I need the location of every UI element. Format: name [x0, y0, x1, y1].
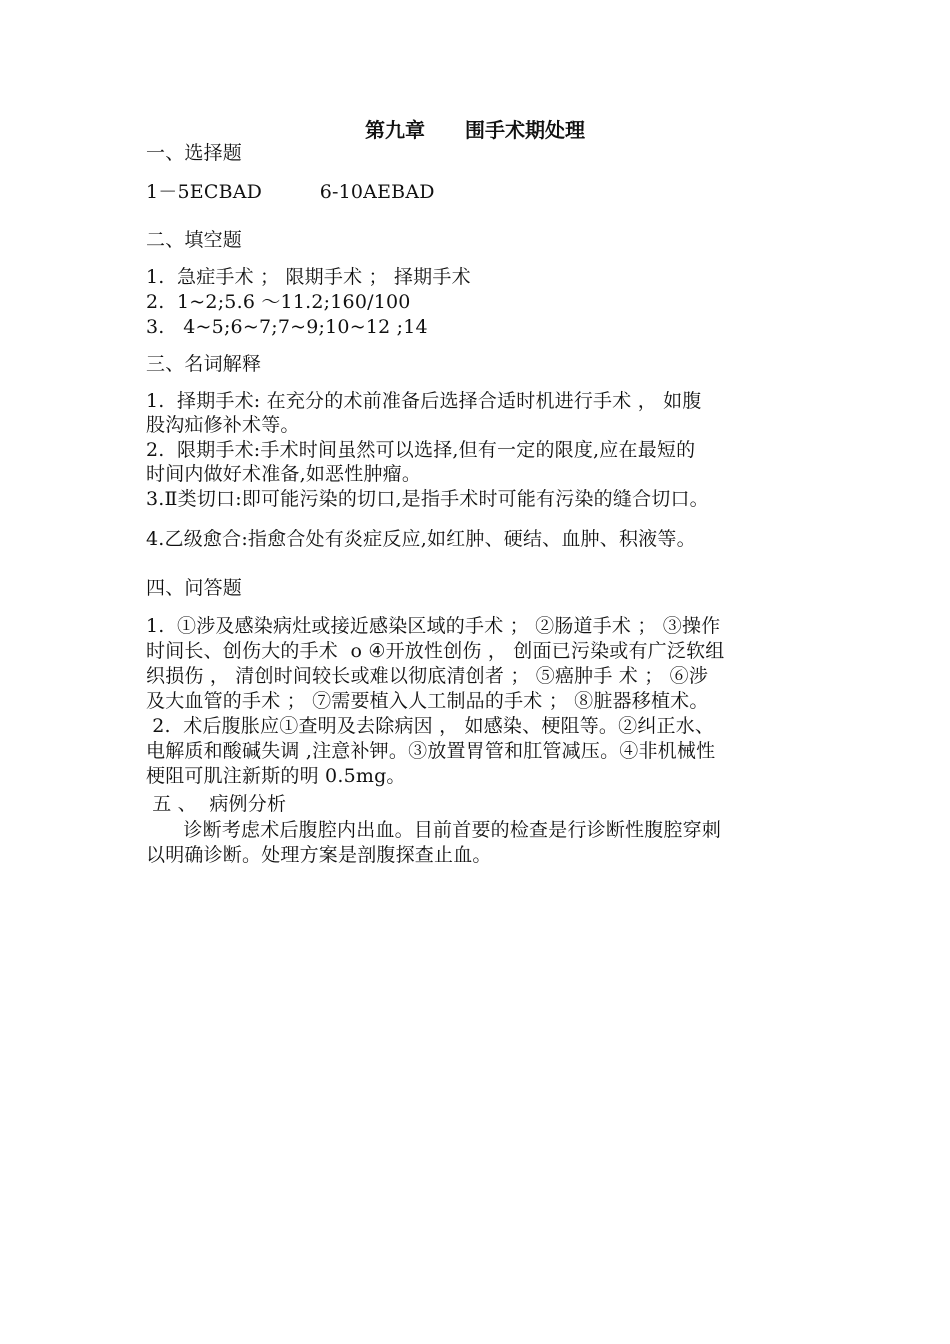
fill-item: 3. 4~5;6~7;7~9;10~12 ;14 [146, 316, 428, 338]
qa-line: 及大血管的手术 ； ⑦需要植入人工制品的手术 ； ⑧脏器移植术。 [146, 690, 709, 712]
section-heading-choice: 一、选择题 [146, 142, 243, 164]
case-line: 以明确诊断。处理方案是剖腹探查止血。 [146, 844, 492, 866]
case-line: 诊断考虑术后腹腔内出血。目前首要的检查是行诊断性腹腔穿刺 [146, 819, 722, 841]
qa-line: 2. 术后腹胀应①查明及去除病因 ， 如感染、梗阻等。②纠正水、 [146, 715, 715, 737]
chapter-title: 第九章 围手术期处理 [365, 118, 585, 142]
qa-line: 1. ①涉及感染病灶或接近感染区域的手术 ； ②肠道手术 ； ③操作 [146, 615, 721, 637]
fill-item: 1. 急症手术 ； 限期手术 ； 择期手术 [146, 266, 471, 288]
qa-line: 时间长、创伤大的手术 o ④开放性创伤 ， 创面已污染或有广泛软组 [146, 640, 725, 662]
section-heading-terms: 三、名词解释 [146, 353, 262, 375]
qa-line: 织损伤 ， 清创时间较长或难以彻底清创者 ； ⑤癌肿手 术 ； ⑥涉 [146, 665, 709, 687]
section-heading-case: 五 、 病例分析 [146, 793, 287, 815]
fill-item: 2. 1~2;5.6 ～11.2;160/100 [146, 291, 411, 313]
term-line: 时间内做好术准备,如恶性肿瘤。 [146, 463, 422, 485]
term-line: 4.乙级愈合:指愈合处有炎症反应,如红肿、硬结、血肿、积液等。 [146, 528, 696, 550]
choice-answers: 1－5ECBAD 6-10AEBAD [146, 181, 435, 203]
qa-line: 梗阻可肌注新斯的明 0.5mg。 [146, 765, 406, 787]
term-line: 3.Ⅱ类切口:即可能污染的切口,是指手术时可能有污染的缝合切口。 [146, 488, 709, 510]
term-line: 股沟疝修补术等。 [146, 414, 300, 436]
term-line: 2. 限期手术:手术时间虽然可以选择,但有一定的限度,应在最短的 [146, 439, 696, 461]
term-line: 1. 择期手术: 在充分的术前准备后选择合适时机进行手术 ， 如腹 [146, 390, 702, 412]
qa-line: 电解质和酸碱失调 ,注意补钾。③放置胃管和肛管减压。④非机械性 [146, 740, 716, 762]
section-heading-qa: 四、问答题 [146, 577, 243, 599]
section-heading-fill: 二、填空题 [146, 229, 243, 251]
